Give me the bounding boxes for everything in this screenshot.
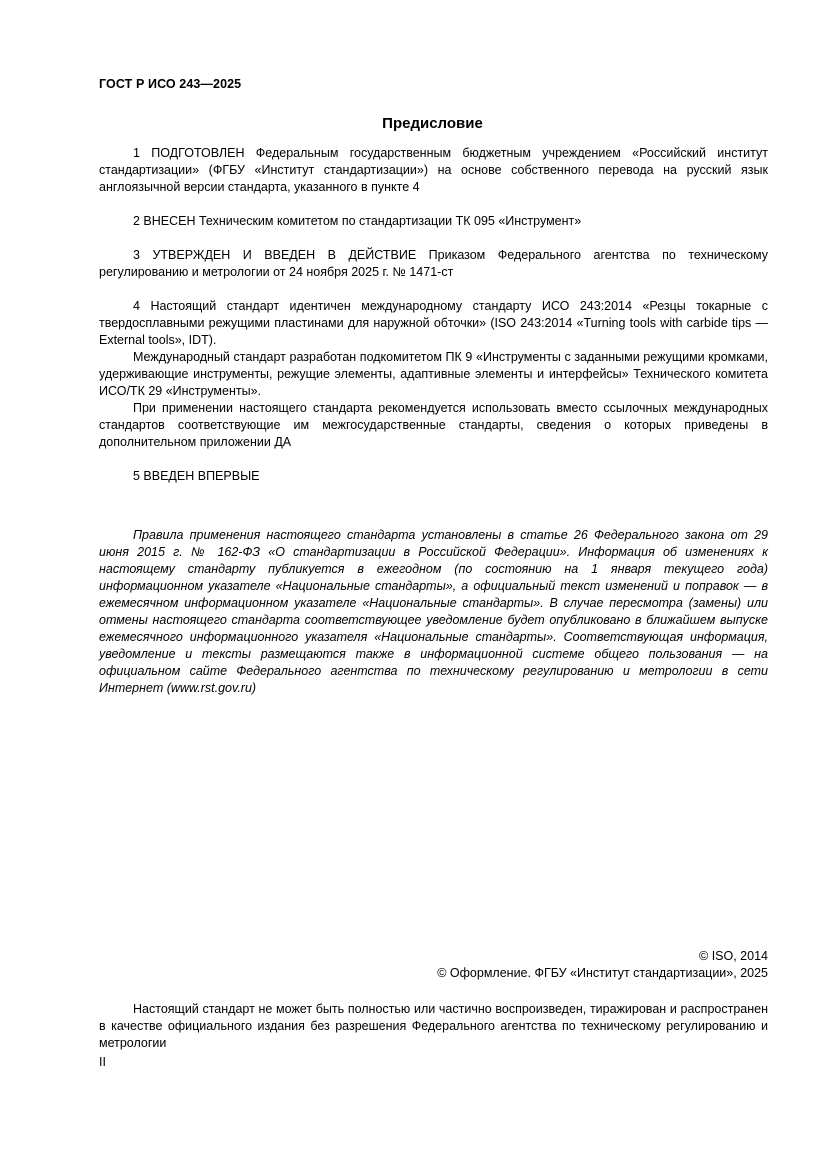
paragraph-first-introduced: 5 ВВЕДЕН ВПЕРВЫЕ [133,469,260,483]
document-code: ГОСТ Р ИСО 243—2025 [99,77,242,91]
paragraph-introduced: 2 ВНЕСЕН Техническим комитетом по стандартизации ТК 095 «Инструмент» [133,214,582,228]
paragraph-approved: 3 УТВЕРЖДЕН И ВВЕДЕН В ДЕЙСТВИЕ Приказом Федерального агентства по техническому регулированию и метрологии от 24 ноября 2025 г. № 1471-ст [99,248,768,279]
page-title: Предисловие [382,115,483,132]
copyright-block [99,948,768,982]
foreword-body [99,145,768,485]
copyright-iso: © ISO, 2014 [699,949,768,963]
rules-notice: Правила применения настоящего стандарта установлены в статье 26 Федерального закона от 29 июня 2015 г. № 162-ФЗ «О стандартизации в Российской Федерации». Информация об изменениях к настоящему стандарту публикуется в ежегодном (по состоянию на 1 января текущего года) информационном указателе «Национальные стандарты», а официальный текст изменений и поправок — в ежемесячном информационном указателе «Национальные стандарты». В случае пересмотра (замены) или отмены настоящего стандарта соответствующее уведомление будет опубликовано в ближайшем выпуске ежемесячного информационного указателя «Национальные стандарты». Соответствующая информация, уведомление и тексты размещаются также в информационной системе общего пользования — на официальном сайте Федерального агентства по техническому регулированию и метрологии в сети Интернет (www.rst.gov.ru) [99,528,768,695]
paragraph-application: При применении настоящего стандарта рекомендуется использовать вместо ссылочных международных стандартов соответствующие им межгосударственные стандарты, сведения о которых приведены в дополнительном приложении ДА [99,401,768,449]
page-number: II [99,1055,106,1069]
copyright-design: © Оформление. ФГБУ «Институт стандартизации», 2025 [437,966,768,980]
paragraph-identical: 4 Настоящий стандарт идентичен международному стандарту ИСО 243:2014 «Резцы токарные с твердосплавными режущими пластинами для наружной обточки» (ISO 243:2014 «Turning tools with carbide tips — External tools», IDT). [99,299,768,347]
paragraph-developed-by: Международный стандарт разработан подкомитетом ПК 9 «Инструменты с заданными режущими кромками, удерживающие инструменты, режущие элементы, адаптивные элементы и интерфейсы» Технического комитета ИСО/ТК 29 «Инструменты». [99,350,768,398]
paragraph-prepared: 1 ПОДГОТОВЛЕН Федеральным государственным бюджетным учреждением «Российский институт стандартизации» (ФГБУ «Институт стандартизации») на основе собственного перевода на русский язык англоязычной версии стандарта, указанного в пункте 4 [99,146,768,194]
reproduction-notice: Настоящий стандарт не может быть полностью или частично воспроизведен, тиражирован и распространен в качестве официального издания без разрешения Федерального агентства по техническому регулированию и метрологии [99,1002,768,1050]
